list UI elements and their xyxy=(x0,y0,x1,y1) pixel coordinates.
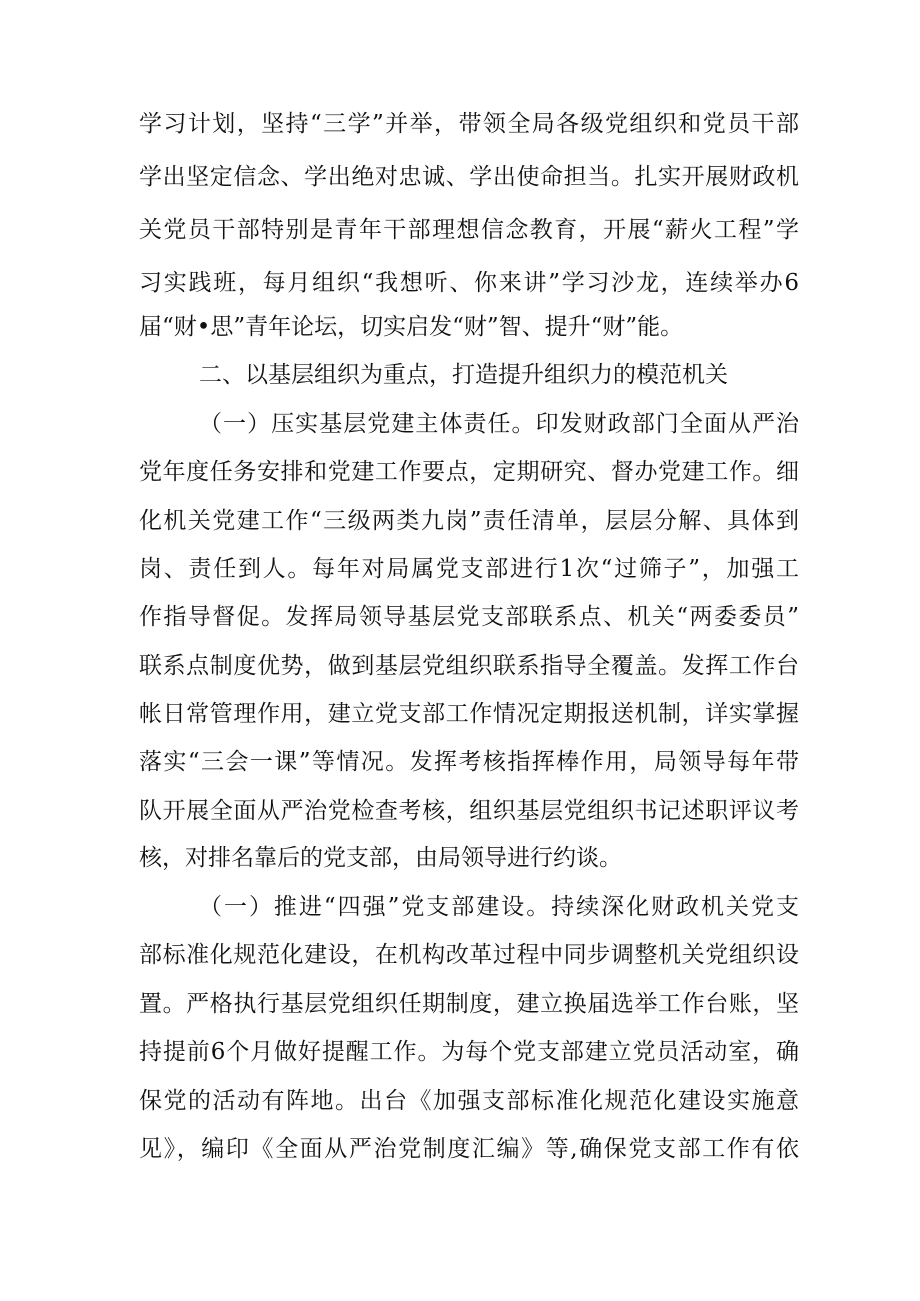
paragraph-1-line-4: 习实践班，每月组织“我想听、你来讲”学习沙龙，连续举办6 xyxy=(139,270,799,296)
section-heading: 二、以基层组织为重点，打造提升组织力的模范机关 xyxy=(199,362,728,388)
paragraph-2-line-1: （一）压实基层党建主体责任。印发财政部门全面从严治 xyxy=(199,411,799,437)
paragraph-3-line-1: （一）推进“四强”党支部建设。持续深化财政机关党支 xyxy=(199,894,799,920)
paragraph-3-line-5: 保党的活动有阵地。出台《加强支部标准化规范化建设实施意 xyxy=(139,1088,799,1114)
paragraph-3-line-4: 持提前6个月做好提醒工作。为每个党支部建立党员活动室，确 xyxy=(139,1039,799,1065)
paragraph-2-line-7: 帐日常管理作用，建立党支部工作情况定期报送机制，详实掌握 xyxy=(139,701,799,727)
paragraph-2-line-2: 党年度任务安排和党建工作要点，定期研究、督办党建工作。细 xyxy=(139,459,799,485)
paragraph-2-line-9: 队开展全面从严治党检查考核，组织基层党组织书记述职评议考 xyxy=(139,798,799,824)
paragraph-1-line-1: 学习计划，坚持“三学”并举，带领全局各级党组织和党员干部 xyxy=(139,111,799,137)
paragraph-2-line-6: 联系点制度优势，做到基层党组织联系指导全覆盖。发挥工作台 xyxy=(139,653,799,679)
paragraph-3-line-2: 部标准化规范化建设，在机构改革过程中同步调整机关党组织设 xyxy=(139,942,799,968)
paragraph-2-line-3: 化机关党建工作“三级两类九岗”责任清单，层层分解、具体到 xyxy=(139,508,799,534)
paragraph-1-line-3: 关党员干部特别是青年干部理想信念教育，开展“薪火工程”学 xyxy=(139,217,799,243)
paragraph-1-line-5: 届“财•思”青年论坛，切实启发“财”智、提升“财”能。 xyxy=(139,314,684,340)
paragraph-1-line-2: 学出坚定信念、学出绝对忠诚、学出使命担当。扎实开展财政机 xyxy=(139,164,799,190)
paragraph-3-line-6: 见》，编印《全面从严治党制度汇编》等,确保党支部工作有依 xyxy=(139,1136,799,1162)
paragraph-2-line-10: 核，对排名靠后的党支部，由局领导进行约谈。 xyxy=(139,845,622,871)
paragraph-2-line-4: 岗、责任到人。每年对局属党支部进行1次“过筛子”，加强工 xyxy=(139,556,799,582)
paragraph-3-line-3: 置。严格执行基层党组织任期制度，建立换届选举工作台账，坚 xyxy=(139,991,799,1017)
paragraph-2-line-5: 作指导督促。发挥局领导基层党支部联系点、机关“两委委员” xyxy=(139,604,799,630)
paragraph-2-line-8: 落实“三会一课”等情况。发挥考核指挥棒作用，局领导每年带 xyxy=(139,749,799,775)
